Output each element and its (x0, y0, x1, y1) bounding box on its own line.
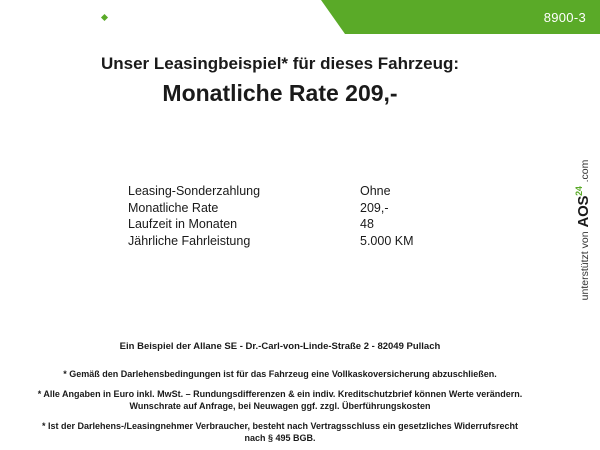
dealer-line: Ein Beispiel der Allane SE - Dr.-Carl-von-Linde-Straße 2 - 82049 Pullach (119, 341, 441, 352)
spec-value: 48 (360, 217, 374, 231)
page-header (0, 0, 600, 34)
leasing-details-table (128, 183, 414, 249)
aos24-logo-sup: 24 (574, 186, 584, 196)
spec-label: Monatliche Rate (128, 200, 219, 215)
footnote-5: nach § 495 BGB. (244, 433, 316, 443)
table-row (128, 233, 414, 250)
page-title (0, 52, 560, 108)
aos24-domain: .com (579, 159, 591, 183)
footnote-1: * Gemäß den Darlehensbedingungen ist für das Fahrzeug eine Vollkaskoversicherung abzuschließen. (63, 369, 497, 379)
supported-by-label: unterstützt von (579, 231, 591, 301)
brand-logo (28, 0, 171, 34)
brand-name-right: GRAF (117, 6, 171, 27)
table-row (128, 200, 414, 217)
aos24-logo (574, 186, 592, 227)
table-row (128, 216, 414, 233)
footnote-4: * Ist der Darlehens-/Leasingnehmer Verbraucher, besteht nach Vertragsschluss ein gesetzliches Widerrufsrecht (41, 420, 519, 431)
spec-value: 5.000 KM (360, 233, 414, 248)
spec-label: Jährliche Fahrleistung (128, 233, 251, 248)
footnote-2: * Alle Angaben in Euro inkl. MwSt. – Rundungsdifferenzen & ein indiv. Kreditschutzbrief können Werte verändern. (37, 388, 523, 399)
diamond-logo-icon (93, 6, 114, 27)
title-line-2: Monatliche Rate 209,- (162, 80, 398, 106)
table-row (128, 183, 414, 200)
supported-by-strip (570, 135, 596, 325)
footnote-3: Wunschrate auf Anfrage, bei Neuwagen ggf. zzgl. Überführungskosten (129, 401, 431, 411)
spec-label: Leasing-Sonderzahlung (128, 184, 261, 198)
page-footer (0, 341, 560, 445)
spec-value: Ohne (360, 184, 391, 198)
spec-label: Laufzeit in Monaten (128, 217, 238, 231)
title-line-1: Unser Leasingbeispiel* für dieses Fahrzeug: (100, 54, 460, 73)
offer-code: 8900-3 (543, 9, 586, 25)
aos24-logo-text: AOS (575, 195, 592, 228)
brand-name-left: FESER (28, 6, 91, 27)
spec-value: 209,- (360, 200, 389, 215)
